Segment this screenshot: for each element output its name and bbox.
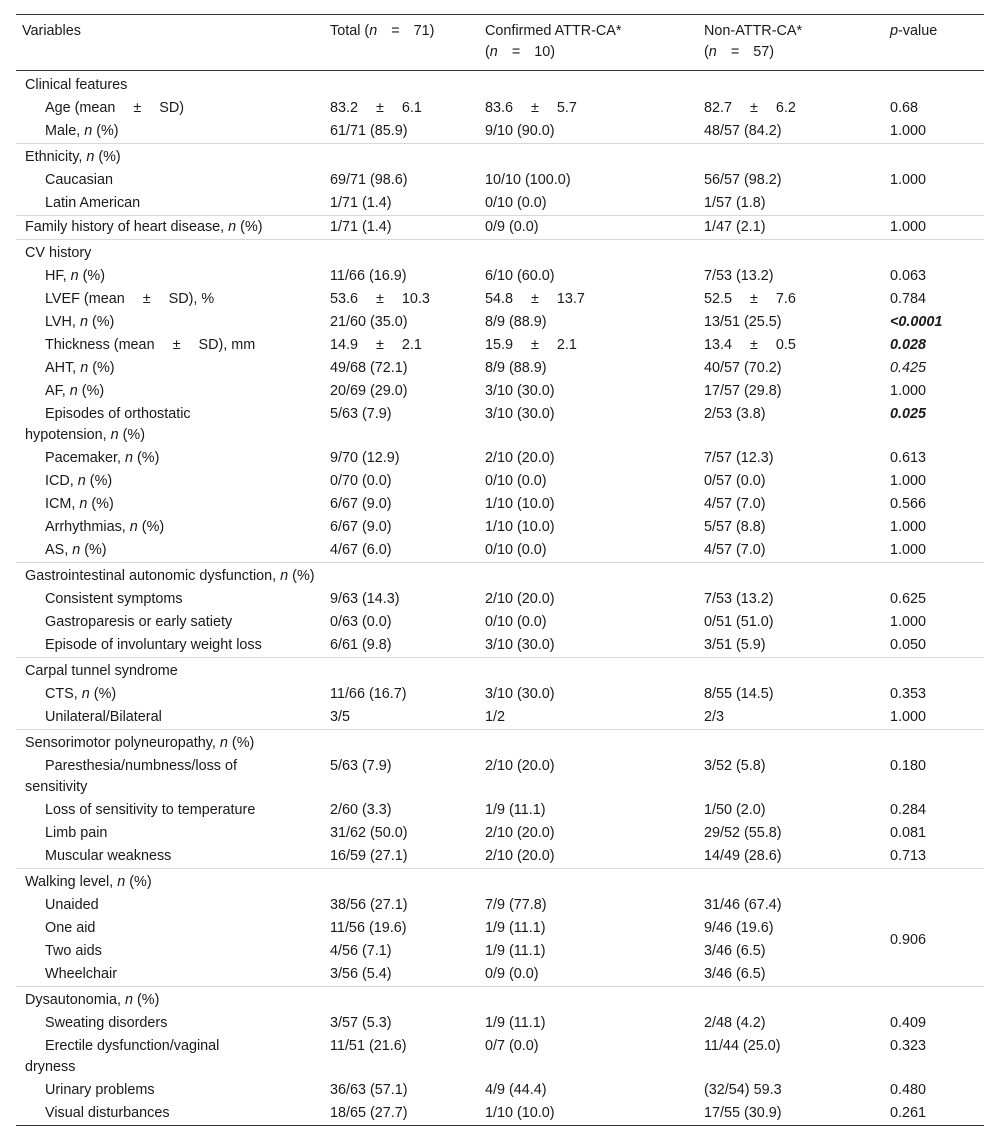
row-label: Episode of involuntary weight loss bbox=[45, 637, 262, 653]
characteristics-table bbox=[16, 14, 984, 1126]
cell-confirmed: 54.8 ± 13.7 bbox=[485, 291, 585, 307]
table-row bbox=[16, 588, 984, 611]
cell-non: 1/57 (1.8) bbox=[704, 195, 766, 211]
section-label: Dysautonomia, n (%) bbox=[16, 987, 984, 1013]
table-row bbox=[16, 1079, 984, 1102]
section-label: Ethnicity, n (%) bbox=[16, 144, 984, 170]
row-label: Age (mean ± SD) bbox=[45, 100, 185, 116]
table-row bbox=[16, 516, 984, 539]
row-label: Muscular weakness bbox=[45, 848, 172, 864]
cell-non: 2/3 bbox=[704, 709, 725, 725]
cell-total: 6/67 (9.0) bbox=[330, 519, 392, 535]
cell-p: 0.566 bbox=[890, 496, 927, 512]
cell-confirmed: 0/10 (0.0) bbox=[485, 542, 547, 558]
header-confirmed: Confirmed ATTR-CA* (n = 10) bbox=[485, 23, 622, 60]
cell-total: 0/70 (0.0) bbox=[330, 473, 392, 489]
row-label: Caucasian bbox=[45, 172, 113, 188]
cell-confirmed: 1/9 (11.1) bbox=[485, 920, 546, 936]
section-label: CV history bbox=[16, 240, 984, 266]
cell-non: 4/57 (7.0) bbox=[704, 496, 766, 512]
cell-p: 0.68 bbox=[890, 100, 919, 116]
cell-non: 11/44 (25.0) bbox=[704, 1038, 781, 1054]
cell-confirmed: 0/10 (0.0) bbox=[485, 614, 547, 630]
cell-confirmed: 8/9 (88.9) bbox=[485, 314, 547, 330]
row-label: Unilateral/Bilateral bbox=[45, 709, 162, 725]
cell-non: 0/51 (51.0) bbox=[704, 614, 774, 630]
table-row bbox=[16, 120, 984, 144]
cell-total: 4/67 (6.0) bbox=[330, 542, 392, 558]
section-row bbox=[16, 730, 984, 756]
section-label: Walking level, n (%) bbox=[16, 869, 984, 895]
cell-total: 16/59 (27.1) bbox=[330, 848, 408, 864]
cell-total: 21/60 (35.0) bbox=[330, 314, 408, 330]
cell-total: 1/71 (1.4) bbox=[330, 195, 392, 211]
cell-total: 61/71 (85.9) bbox=[330, 123, 408, 139]
row-label: Limb pain bbox=[45, 825, 108, 841]
table-row bbox=[16, 1035, 984, 1079]
cell-total: 3/57 (5.3) bbox=[330, 1015, 392, 1031]
cell-total: 6/67 (9.0) bbox=[330, 496, 392, 512]
cell-non: 48/57 (84.2) bbox=[704, 123, 782, 139]
table-row bbox=[16, 380, 984, 403]
section-row bbox=[16, 987, 984, 1013]
cell-p: 0.081 bbox=[890, 825, 927, 841]
section-row bbox=[16, 869, 984, 895]
cell-non: 8/55 (14.5) bbox=[704, 686, 774, 702]
cell-confirmed: 0/7 (0.0) bbox=[485, 1038, 539, 1054]
row-label: Male, n (%) bbox=[45, 123, 119, 139]
cell-confirmed: 7/9 (77.8) bbox=[485, 897, 547, 913]
cell-non: 14/49 (28.6) bbox=[704, 848, 782, 864]
cell-non: 2/48 (4.2) bbox=[704, 1015, 766, 1031]
row-label: AS, n (%) bbox=[45, 542, 107, 558]
cell-p: 0.625 bbox=[890, 591, 927, 607]
table-row bbox=[16, 447, 984, 470]
cell-non: 7/57 (12.3) bbox=[704, 450, 774, 466]
cell-confirmed: 1/2 bbox=[485, 709, 506, 725]
cell-confirmed: 1/9 (11.1) bbox=[485, 802, 546, 818]
table-row bbox=[16, 265, 984, 288]
header-non-attr: Non-ATTR-CA* (n = 57) bbox=[704, 23, 803, 60]
cell-p: 1.000 bbox=[890, 709, 927, 725]
cell-non: 82.7 ± 6.2 bbox=[704, 100, 796, 116]
table-row bbox=[16, 940, 984, 963]
table-row bbox=[16, 334, 984, 357]
section-label: Sensorimotor polyneuropathy, n (%) bbox=[16, 730, 984, 756]
row-label: Gastroparesis or early satiety bbox=[45, 614, 233, 630]
cell-confirmed: 2/10 (20.0) bbox=[485, 848, 555, 864]
row-label: Two aids bbox=[45, 943, 102, 959]
cell-confirmed: 1/10 (10.0) bbox=[485, 1105, 555, 1121]
cell-p: 0.784 bbox=[890, 291, 927, 307]
cell-non: 56/57 (98.2) bbox=[704, 172, 782, 188]
table-row bbox=[16, 97, 984, 120]
row-label: LVH, n (%) bbox=[45, 314, 115, 330]
cell-p bbox=[884, 192, 984, 216]
cell-confirmed: 83.6 ± 5.7 bbox=[485, 100, 577, 116]
cell-p: 0.028 bbox=[890, 337, 927, 353]
row-label: Arrhythmias, n (%) bbox=[45, 519, 165, 535]
cell-non: 29/52 (55.8) bbox=[704, 825, 782, 841]
section-label: Clinical features bbox=[25, 77, 128, 93]
table-row bbox=[16, 1102, 984, 1126]
table-row bbox=[16, 1012, 984, 1035]
cell-p: 0.180 bbox=[890, 758, 927, 774]
section-label: Gastrointestinal autonomic dysfunction, n (%) bbox=[16, 563, 984, 589]
row-label: Pacemaker, n (%) bbox=[45, 450, 160, 466]
cell-non: 0/57 (0.0) bbox=[704, 473, 766, 489]
row-label: HF, n (%) bbox=[45, 268, 105, 284]
cell-total: 36/63 (57.1) bbox=[330, 1082, 408, 1098]
cell-non: 13/51 (25.5) bbox=[704, 314, 782, 330]
table-row bbox=[16, 755, 984, 799]
cell-p: 1.000 bbox=[890, 123, 927, 139]
cell-non: 9/46 (19.6) bbox=[704, 920, 774, 936]
row-label: ICM, n (%) bbox=[45, 496, 114, 512]
cell-p: 0.323 bbox=[890, 1038, 927, 1054]
cell-total: 11/51 (21.6) bbox=[330, 1038, 407, 1054]
cell-confirmed: 2/10 (20.0) bbox=[485, 825, 555, 841]
cell-total: 11/56 (19.6) bbox=[330, 920, 407, 936]
table-container bbox=[16, 14, 984, 1126]
section-row bbox=[16, 71, 984, 98]
row-label: Erectile dysfunction/vaginal dryness bbox=[25, 1038, 220, 1075]
cell-p: 1.000 bbox=[890, 542, 927, 558]
row-label: Loss of sensitivity to temperature bbox=[45, 802, 256, 818]
cell-total: 38/56 (27.1) bbox=[330, 897, 408, 913]
cell-p: 0.613 bbox=[890, 450, 927, 466]
table-row bbox=[16, 169, 984, 192]
cell-confirmed: 1/10 (10.0) bbox=[485, 519, 555, 535]
cell-confirmed: 6/10 (60.0) bbox=[485, 268, 555, 284]
table-row bbox=[16, 963, 984, 987]
cell-non: 5/57 (8.8) bbox=[704, 519, 766, 535]
table-row bbox=[16, 683, 984, 706]
cell-non: (32/54) 59.3 bbox=[704, 1082, 782, 1098]
cell-confirmed: 1/9 (11.1) bbox=[485, 943, 546, 959]
table-row bbox=[16, 706, 984, 730]
cell-total: 2/60 (3.3) bbox=[330, 802, 392, 818]
cell-total: 18/65 (27.7) bbox=[330, 1105, 408, 1121]
cell-total: 3/5 bbox=[330, 709, 351, 725]
header-p-value: p-value bbox=[890, 23, 938, 39]
row-label: Unaided bbox=[45, 897, 99, 913]
row-label: AHT, n (%) bbox=[45, 360, 115, 376]
cell-non: 3/52 (5.8) bbox=[704, 758, 766, 774]
cell-p: 0.050 bbox=[890, 637, 927, 653]
cell-total: 5/63 (7.9) bbox=[330, 406, 392, 422]
cell-p: 1.000 bbox=[890, 519, 927, 535]
cell-p: 1.000 bbox=[890, 473, 927, 489]
cell-total: 31/62 (50.0) bbox=[330, 825, 408, 841]
cell-confirmed: 9/10 (90.0) bbox=[485, 123, 555, 139]
cell-non: 40/57 (70.2) bbox=[704, 360, 782, 376]
header-total: Total (n = 71) bbox=[330, 23, 435, 39]
cell-non: 7/53 (13.2) bbox=[704, 268, 774, 284]
row-label: Family history of heart disease, n (%) bbox=[16, 216, 324, 240]
cell-non: 31/46 (67.4) bbox=[704, 897, 782, 913]
section-row bbox=[16, 144, 984, 170]
cell-p: 0.425 bbox=[890, 360, 927, 376]
cell-non: 3/46 (6.5) bbox=[704, 943, 766, 959]
cell-total: 6/61 (9.8) bbox=[330, 637, 392, 653]
row-label: Wheelchair bbox=[45, 966, 117, 982]
table-row bbox=[16, 539, 984, 563]
cell-p: 0.353 bbox=[890, 686, 927, 702]
cell-total: 9/63 (14.3) bbox=[330, 591, 400, 607]
cell-confirmed: 2/10 (20.0) bbox=[485, 758, 555, 774]
table-row bbox=[16, 493, 984, 516]
cell-confirmed: 3/10 (30.0) bbox=[485, 637, 555, 653]
cell-total: 49/68 (72.1) bbox=[330, 360, 408, 376]
cell-confirmed: 0/9 (0.0) bbox=[485, 966, 539, 982]
cell-p: 0.409 bbox=[890, 1015, 927, 1031]
table-row bbox=[16, 611, 984, 634]
cell-confirmed: 4/9 (44.4) bbox=[485, 1082, 547, 1098]
row-label: AF, n (%) bbox=[45, 383, 105, 399]
row-label: One aid bbox=[45, 920, 96, 936]
cell-confirmed: 8/9 (88.9) bbox=[485, 360, 547, 376]
cell-total: 3/56 (5.4) bbox=[330, 966, 392, 982]
cell-non: 3/51 (5.9) bbox=[704, 637, 766, 653]
cell-total: 83.2 ± 6.1 bbox=[330, 100, 422, 116]
cell-confirmed: 0/10 (0.0) bbox=[485, 473, 547, 489]
cell-total: 69/71 (98.6) bbox=[330, 172, 408, 188]
cell-p: 0.713 bbox=[890, 848, 927, 864]
row-label: Consistent symptoms bbox=[45, 591, 183, 607]
cell-confirmed: 2/10 (20.0) bbox=[485, 591, 555, 607]
cell-confirmed: 0/10 (0.0) bbox=[485, 195, 547, 211]
row-label: Visual disturbances bbox=[45, 1105, 170, 1121]
table-row bbox=[16, 288, 984, 311]
cell-confirmed: 1/10 (10.0) bbox=[485, 496, 555, 512]
row-label: Urinary problems bbox=[45, 1082, 155, 1098]
cell-non: 3/46 (6.5) bbox=[704, 966, 766, 982]
row-label: Thickness (mean ± SD), mm bbox=[45, 337, 256, 353]
table-row bbox=[16, 917, 984, 940]
table-row bbox=[16, 799, 984, 822]
cell-non: 2/53 (3.8) bbox=[704, 406, 766, 422]
cell-confirmed: 1/9 (11.1) bbox=[485, 1015, 546, 1031]
cell-total: 1/71 (1.4) bbox=[324, 216, 479, 240]
section-row bbox=[16, 658, 984, 684]
cell-total: 14.9 ± 2.1 bbox=[330, 337, 422, 353]
cell-p: 1.000 bbox=[884, 216, 984, 240]
cell-p: 1.000 bbox=[890, 614, 927, 630]
table-row bbox=[16, 357, 984, 380]
cell-p: 0.063 bbox=[890, 268, 927, 284]
cell-p: 0.284 bbox=[890, 802, 927, 818]
cell-p: 0.261 bbox=[890, 1105, 927, 1121]
cell-non: 17/57 (29.8) bbox=[704, 383, 782, 399]
cell-p-walking: 0.906 bbox=[890, 931, 927, 948]
cell-confirmed: 3/10 (30.0) bbox=[485, 383, 555, 399]
row-label: Paresthesia/numbness/loss of sensitivity bbox=[25, 758, 237, 795]
cell-confirmed: 15.9 ± 2.1 bbox=[485, 337, 577, 353]
section-label: Carpal tunnel syndrome bbox=[16, 658, 984, 684]
cell-confirmed: 3/10 (30.0) bbox=[485, 406, 555, 422]
cell-p: 1.000 bbox=[890, 383, 927, 399]
cell-non: 17/55 (30.9) bbox=[704, 1105, 782, 1121]
table-row bbox=[16, 216, 984, 240]
cell-non: 13.4 ± 0.5 bbox=[704, 337, 796, 353]
table-row bbox=[16, 311, 984, 334]
cell-p: 1.000 bbox=[890, 172, 927, 188]
table-row bbox=[16, 894, 984, 917]
cell-confirmed: 3/10 (30.0) bbox=[485, 686, 555, 702]
row-label: ICD, n (%) bbox=[45, 473, 113, 489]
row-label: Episodes of orthostatic hypotension, n (%) bbox=[25, 406, 191, 443]
cell-non: 1/50 (2.0) bbox=[704, 802, 766, 818]
row-label: Sweating disorders bbox=[45, 1015, 168, 1031]
cell-p: <0.0001 bbox=[890, 314, 943, 330]
cell-total: 9/70 (12.9) bbox=[330, 450, 400, 466]
cell-total: 4/56 (7.1) bbox=[330, 943, 392, 959]
table-row bbox=[16, 403, 984, 447]
cell-total: 5/63 (7.9) bbox=[330, 758, 392, 774]
row-label: LVEF (mean ± SD), % bbox=[45, 291, 215, 307]
table-row bbox=[16, 845, 984, 869]
cell-non: 1/47 (2.1) bbox=[698, 216, 884, 240]
table-row bbox=[16, 470, 984, 493]
cell-p: 0.025 bbox=[890, 406, 927, 422]
cell-total: 11/66 (16.7) bbox=[330, 686, 407, 702]
cell-non: 52.5 ± 7.6 bbox=[704, 291, 796, 307]
section-row bbox=[16, 240, 984, 266]
row-label: CTS, n (%) bbox=[45, 686, 117, 702]
cell-non: 4/57 (7.0) bbox=[704, 542, 766, 558]
table-row bbox=[16, 192, 984, 216]
cell-confirmed: 10/10 (100.0) bbox=[485, 172, 571, 188]
cell-total: 11/66 (16.9) bbox=[330, 268, 407, 284]
table-row bbox=[16, 634, 984, 658]
section-row bbox=[16, 563, 984, 589]
cell-total: 53.6 ± 10.3 bbox=[330, 291, 430, 307]
header-row bbox=[16, 15, 984, 71]
cell-non: 7/53 (13.2) bbox=[704, 591, 774, 607]
cell-total: 0/63 (0.0) bbox=[330, 614, 392, 630]
cell-confirmed: 0/9 (0.0) bbox=[479, 216, 698, 240]
cell-total: 20/69 (29.0) bbox=[330, 383, 408, 399]
cell-p: 0.480 bbox=[890, 1082, 927, 1098]
header-variables: Variables bbox=[22, 23, 81, 39]
table-row bbox=[16, 822, 984, 845]
row-label: Latin American bbox=[45, 195, 141, 211]
cell-confirmed: 2/10 (20.0) bbox=[485, 450, 555, 466]
